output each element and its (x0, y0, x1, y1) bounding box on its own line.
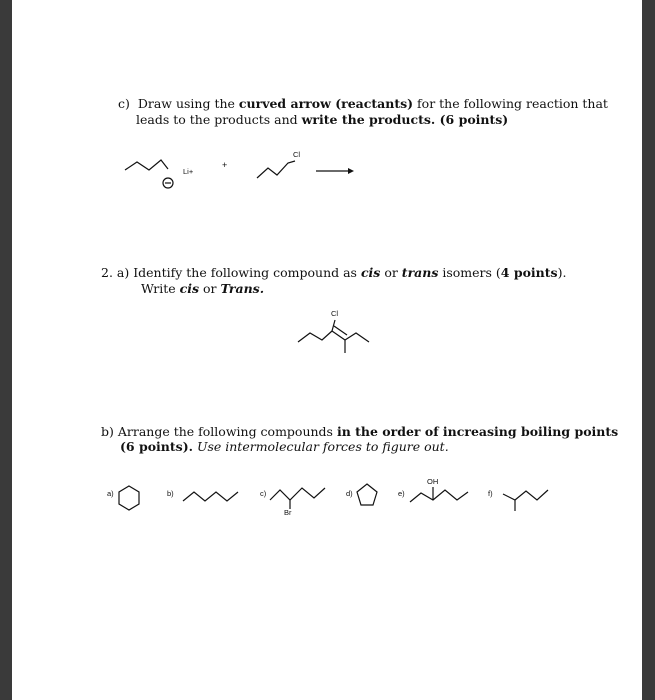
compound-a-cyclohexane (119, 486, 139, 510)
compound-b-label: b) (167, 489, 174, 498)
text: leads to the products and (136, 112, 302, 127)
text: ). (557, 265, 567, 280)
compound-f-chain (503, 490, 548, 500)
lithium-counter-ion: Li+ (183, 167, 194, 176)
text: or (380, 265, 402, 280)
points-text: 4 points (500, 265, 558, 280)
document-page (12, 0, 642, 700)
compound-d-label: d) (346, 489, 353, 498)
compounds-row (12, 0, 642, 700)
bold-text: write the products. (6 points) (301, 112, 509, 127)
text: 2. a) Identify the following compound as (101, 265, 361, 280)
points-text: (6 points). (120, 439, 193, 454)
compound-d-cyclopentane (357, 484, 377, 505)
compound-a-label: a) (107, 489, 114, 498)
text: for the following reaction that (413, 96, 608, 111)
compound-e-label: e) (398, 489, 405, 498)
compound-c-br-label: Br (284, 508, 292, 517)
bold-text: curved arrow (reactants) (238, 96, 414, 111)
text: b) Arrange the following compounds (101, 424, 337, 439)
question-c-label: c) (118, 96, 130, 111)
compound-f-label: f) (488, 489, 493, 498)
compound-c-chain (270, 488, 325, 500)
text: Draw using the (137, 96, 239, 111)
text: isomers ( (438, 265, 501, 280)
compound-c-label: c) (260, 489, 267, 498)
chloro-label: Cl (293, 150, 301, 159)
plus-sign: + (222, 160, 228, 170)
compound-e-oh-label: OH (427, 477, 439, 486)
alkene-chloro-label: Cl (331, 309, 339, 318)
bold-text: in the order of increasing boiling points (336, 424, 619, 439)
cis-word: cis (360, 265, 381, 280)
trans-word: trans (401, 265, 439, 280)
compound-b-hexane (183, 492, 238, 501)
cis-word: cis (179, 281, 200, 296)
text: or (199, 281, 221, 296)
hint-text: Use intermolecular forces to figure out. (192, 439, 449, 454)
text: Write (141, 281, 180, 296)
trans-word: Trans. (220, 281, 265, 296)
compound-e-chain (410, 490, 468, 502)
